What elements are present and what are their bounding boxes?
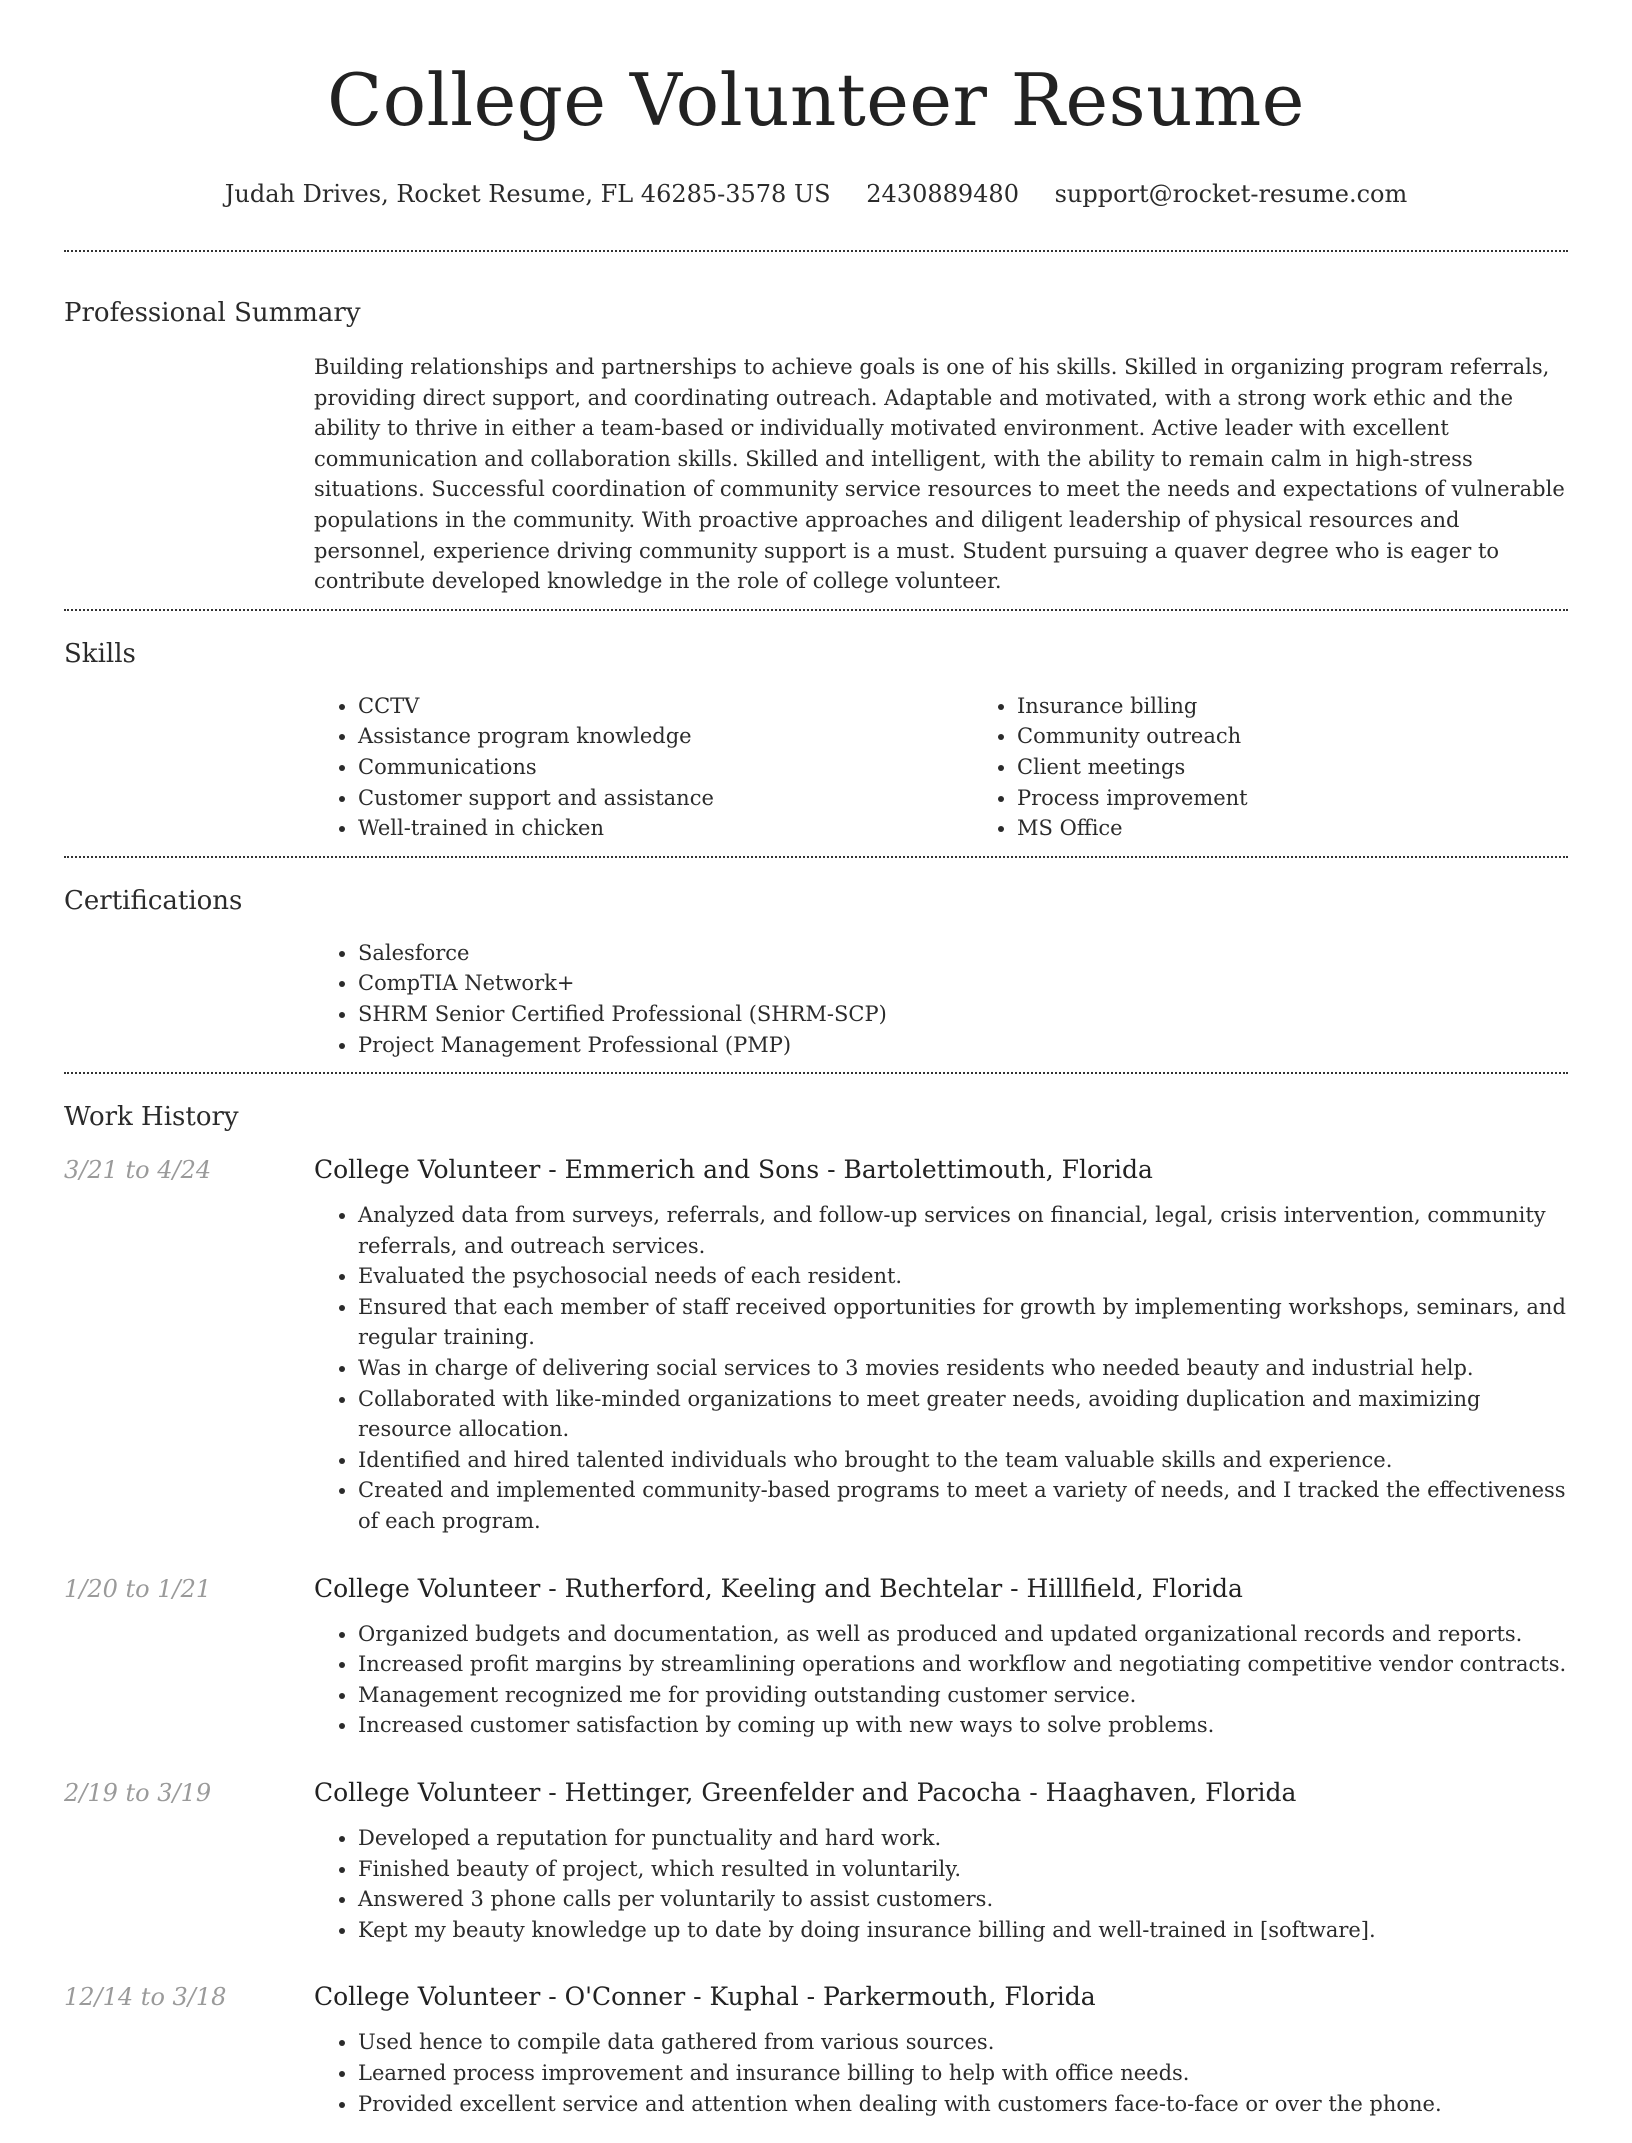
job-bullets <box>314 1619 1568 1741</box>
job-dates: 1/20 to 1/21 <box>64 1574 212 1603</box>
skill-item: • Insurance billing <box>1017 691 1632 722</box>
job-bullet: • Evaluated the psychosocial needs of each resident. <box>358 1261 1568 1292</box>
job-details <box>314 1777 1568 1957</box>
job-title: College Volunteer - Rutherford, Keeling and Bechtelar - Hilllfield, Florida <box>314 1573 1243 1603</box>
skill-item: • Communications <box>358 752 973 783</box>
skill-item: • Well-trained in chicken <box>358 813 973 844</box>
contact-address: Judah Drives, Rocket Resume, FL 46285-3578 US <box>224 180 831 208</box>
skills-heading: Skills <box>64 638 136 669</box>
job-bullet: • Used hence to compile data gathered from various sources. <box>358 2027 1568 2058</box>
job-details <box>314 1981 1568 2131</box>
contact-phone: 2430889480 <box>866 180 1019 208</box>
job-entry <box>64 1573 1568 1753</box>
job-entry <box>64 1777 1568 1957</box>
job-entry <box>64 1154 1568 1549</box>
job-bullet: • Increased customer satisfaction by coming up with new ways to solve problems. <box>358 1710 1568 1741</box>
job-title: College Volunteer - Emmerich and Sons - Bartolettimouth, Florida <box>314 1155 1153 1185</box>
work-history-section <box>64 1074 1568 2143</box>
job-bullet: • Analyzed data from surveys, referrals, and follow-up services on financial, legal, crisis intervention, community referrals, and outreach services. <box>358 1200 1568 1261</box>
job-bullet: • Kept my beauty knowledge up to date by doing insurance billing and well-trained in [software]. <box>358 1915 1568 1946</box>
job-bullet: • Identified and hired talented individuals who brought to the team valuable skills and experience. <box>358 1445 1568 1476</box>
certifications-list-wrap <box>314 938 1568 1060</box>
certifications-heading: Certifications <box>64 885 243 916</box>
certifications-section <box>64 858 1568 1072</box>
job-bullets <box>314 1823 1568 1945</box>
skill-item: • CCTV <box>358 691 973 722</box>
job-bullet: • Created and implemented community-based programs to meet a variety of needs, and I tracked the effectiveness of each program. <box>358 1475 1568 1536</box>
skills-list-right <box>973 691 1632 844</box>
skills-list-left <box>314 691 973 844</box>
job-bullets <box>314 2027 1568 2119</box>
job-bullet: • Learned process improvement and insurance billing to help with office needs. <box>358 2058 1568 2089</box>
job-bullet: • Organized budgets and documentation, as well as produced and updated organizational records and reports. <box>358 1619 1568 1650</box>
skill-item: • Process improvement <box>1017 783 1632 814</box>
job-title: College Volunteer - O'Conner - Kuphal - Parkermouth, Florida <box>314 1982 1096 2012</box>
job-bullet: • Finished beauty of project, which resulted in voluntarily. <box>358 1854 1568 1885</box>
certification-item: • CompTIA Network+ <box>358 968 1568 999</box>
summary-text: Building relationships and partnerships to achieve goals is one of his skills. Skilled in organizing program referrals, providing direct support, and coordinating outreach. Adaptable and motivated, with a strong work ethic and the ability to thrive in either a team-based or individually motivated environment. Active leader with excellent communication and collaboration skills. Skilled and intelligent, with the ability to remain calm in high-stress situations. Successful coordination of community service resources to meet the needs and expectations of vulnerable populations in the community. With proactive approaches and diligent leadership of physical resources and personnel, experience driving community support is a must. Student pursuing a quaver degree who is eager to contribute developed knowledge in the role of college volunteer. <box>314 355 1565 594</box>
job-details <box>314 1573 1568 1753</box>
certification-item: • SHRM Senior Certified Professional (SHRM-SCP) <box>358 999 1568 1030</box>
job-dates: 2/19 to 3/19 <box>64 1779 212 1807</box>
job-dates: 12/14 to 3/18 <box>64 1983 227 2012</box>
job-bullet: • Was in charge of delivering social services to 3 movies residents who needed beauty and industrial help. <box>358 1353 1568 1384</box>
certification-item: • Salesforce <box>358 938 1568 969</box>
contact-line <box>64 178 1568 210</box>
skill-item: • Community outreach <box>1017 721 1632 752</box>
summary-section <box>64 252 1568 609</box>
job-bullet: • Collaborated with like-minded organizations to meet greater needs, avoiding duplication and maximizing resource allocation. <box>358 1384 1568 1445</box>
skill-item: • Client meetings <box>1017 752 1632 783</box>
certification-item: • Project Management Professional (PMP) <box>358 1030 1568 1061</box>
job-bullets <box>314 1200 1568 1537</box>
job-bullet: • Provided excellent service and attention when dealing with customers face-to-face or over the phone. <box>358 2089 1568 2120</box>
job-dates: 3/21 to 4/24 <box>64 1156 212 1185</box>
job-bullet: • Developed a reputation for punctuality and hard work. <box>358 1823 1568 1854</box>
skill-item: • Customer support and assistance <box>358 783 973 814</box>
job-bullet: • Increased profit margins by streamlining operations and workflow and negotiating competitive vendor contracts. <box>358 1649 1568 1680</box>
job-title: College Volunteer - Hettinger, Greenfelder and Pacocha - Haaghaven, Florida <box>314 1778 1297 1807</box>
skill-item: • Assistance program knowledge <box>358 721 973 752</box>
skill-item: • MS Office <box>1017 813 1632 844</box>
job-bullet: • Ensured that each member of staff received opportunities for growth by implementing workshops, seminars, and regular training. <box>358 1292 1568 1353</box>
resume-title: College Volunteer Resume <box>327 58 1305 142</box>
certifications-list <box>314 938 1568 1060</box>
job-entry <box>64 1981 1568 2131</box>
skills-section <box>64 611 1568 856</box>
skills-columns <box>314 691 1568 844</box>
job-details <box>314 1154 1568 1549</box>
summary-heading: Professional Summary <box>64 298 361 328</box>
job-bullet: • Answered 3 phone calls per voluntarily to assist customers. <box>358 1884 1568 1915</box>
contact-email: support@rocket-resume.com <box>1054 180 1408 208</box>
job-bullet: • Management recognized me for providing outstanding customer service. <box>358 1680 1568 1711</box>
work-history-heading: Work History <box>64 1102 239 1133</box>
